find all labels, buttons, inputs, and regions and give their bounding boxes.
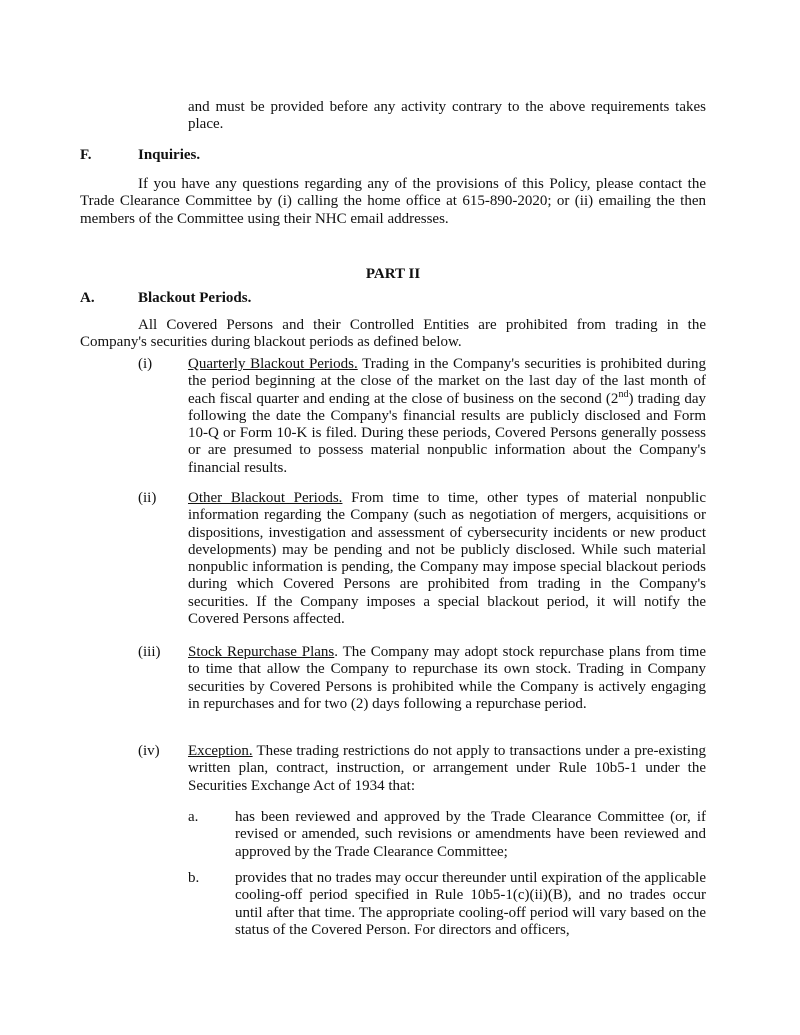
item-text: ) trading day following the date the Company's financial results are publicly disclosed and Form 10-Q or Form 10-K is filed. During these periods, Covered Persons generally possess or are presumed to possess material nonpublic information about the Company's financial results. bbox=[188, 390, 706, 476]
subitem-text: has been reviewed and approved by the Trade Clearance Committee (or, if revised or amended, such revisions or amendments have been reviewed and approved by the Trade Clearance Committee; bbox=[235, 809, 706, 860]
paragraph-text: If you have any questions regarding any of the provisions of this Policy, please contact the Trade Clearance Committee by (i) calling the home office at 615-890-2020; or (ii) emailing the then members of the Committee using their NHC email addresses. bbox=[80, 176, 706, 227]
item-heading: Quarterly Blackout Periods. bbox=[188, 356, 358, 372]
section-f-paragraph bbox=[80, 176, 706, 228]
item-body bbox=[188, 644, 706, 713]
item-text: These trading restrictions do not apply to transactions under a pre-existing written plan, contract, instruction, or arrangement under Rule 10b5-1 under the Securities Exchange Act of 1934 that: bbox=[188, 743, 706, 794]
section-number: F. bbox=[80, 147, 92, 163]
section-title: Blackout Periods. bbox=[138, 290, 252, 306]
subitem-marker: a. bbox=[188, 809, 199, 825]
item-marker: (ii) bbox=[138, 490, 157, 506]
subitem-marker: b. bbox=[188, 870, 200, 886]
section-a-intro bbox=[80, 317, 706, 352]
subitem-text: provides that no trades may occur thereunder until expiration of the applicable cooling-off period specified in Rule 10b5-1(c)(ii)(B), and no trades occur until after that time. The appropriate cooling-off period will vary based on the status of the Covered Person. For directors and officers, bbox=[235, 870, 706, 938]
section-number: A. bbox=[80, 290, 95, 306]
item-text: . The Company may adopt stock repurchase plans from time to time that allow the Company to repurchase its own stock. Trading in Company securities by Covered Persons is prohibited while the Company is actively engaging in repurchases and for two (2) days following a repurchase period. bbox=[188, 644, 707, 712]
item-body bbox=[188, 743, 706, 795]
item-heading: Other Blackout Periods. bbox=[188, 490, 343, 506]
item-marker: (i) bbox=[138, 356, 153, 372]
paragraph-text: All Covered Persons and their Controlled Entities are prohibited from trading in the Company's securities during blackout periods as defined below. bbox=[80, 317, 706, 351]
section-title: Inquiries. bbox=[138, 147, 201, 163]
item-heading: Stock Repurchase Plans bbox=[188, 644, 335, 660]
item-heading: Exception. bbox=[188, 743, 253, 759]
part-title: PART II bbox=[365, 266, 421, 282]
item-marker: (iii) bbox=[138, 644, 161, 660]
item-body bbox=[188, 490, 706, 628]
continuation-paragraph: and must be provided before any activity contrary to the above requirements takes place. bbox=[188, 99, 706, 133]
item-text: Trading in the Company's securities is prohibited during the period beginning at the close of the market on the last day of the last month of each fiscal quarter and ending at the close of business on the second (2 bbox=[188, 356, 706, 407]
item-body bbox=[188, 356, 706, 477]
item-text: From time to time, other types of material nonpublic information regarding the Company (such as negotiation of mergers, acquisitions or dispositions, investigation and assessment of cybersecurity incidents or new product developments) may be pending and not be publicly disclosed. While such material nonpublic information is pending, the Company may impose special blackout periods during which Covered Persons are prohibited from trading in the Company's securities. If the Company imposes a special blackout period, it will notify the Covered Persons affected. bbox=[188, 490, 706, 628]
item-marker: (iv) bbox=[138, 743, 160, 759]
superscript: nd bbox=[618, 388, 629, 400]
